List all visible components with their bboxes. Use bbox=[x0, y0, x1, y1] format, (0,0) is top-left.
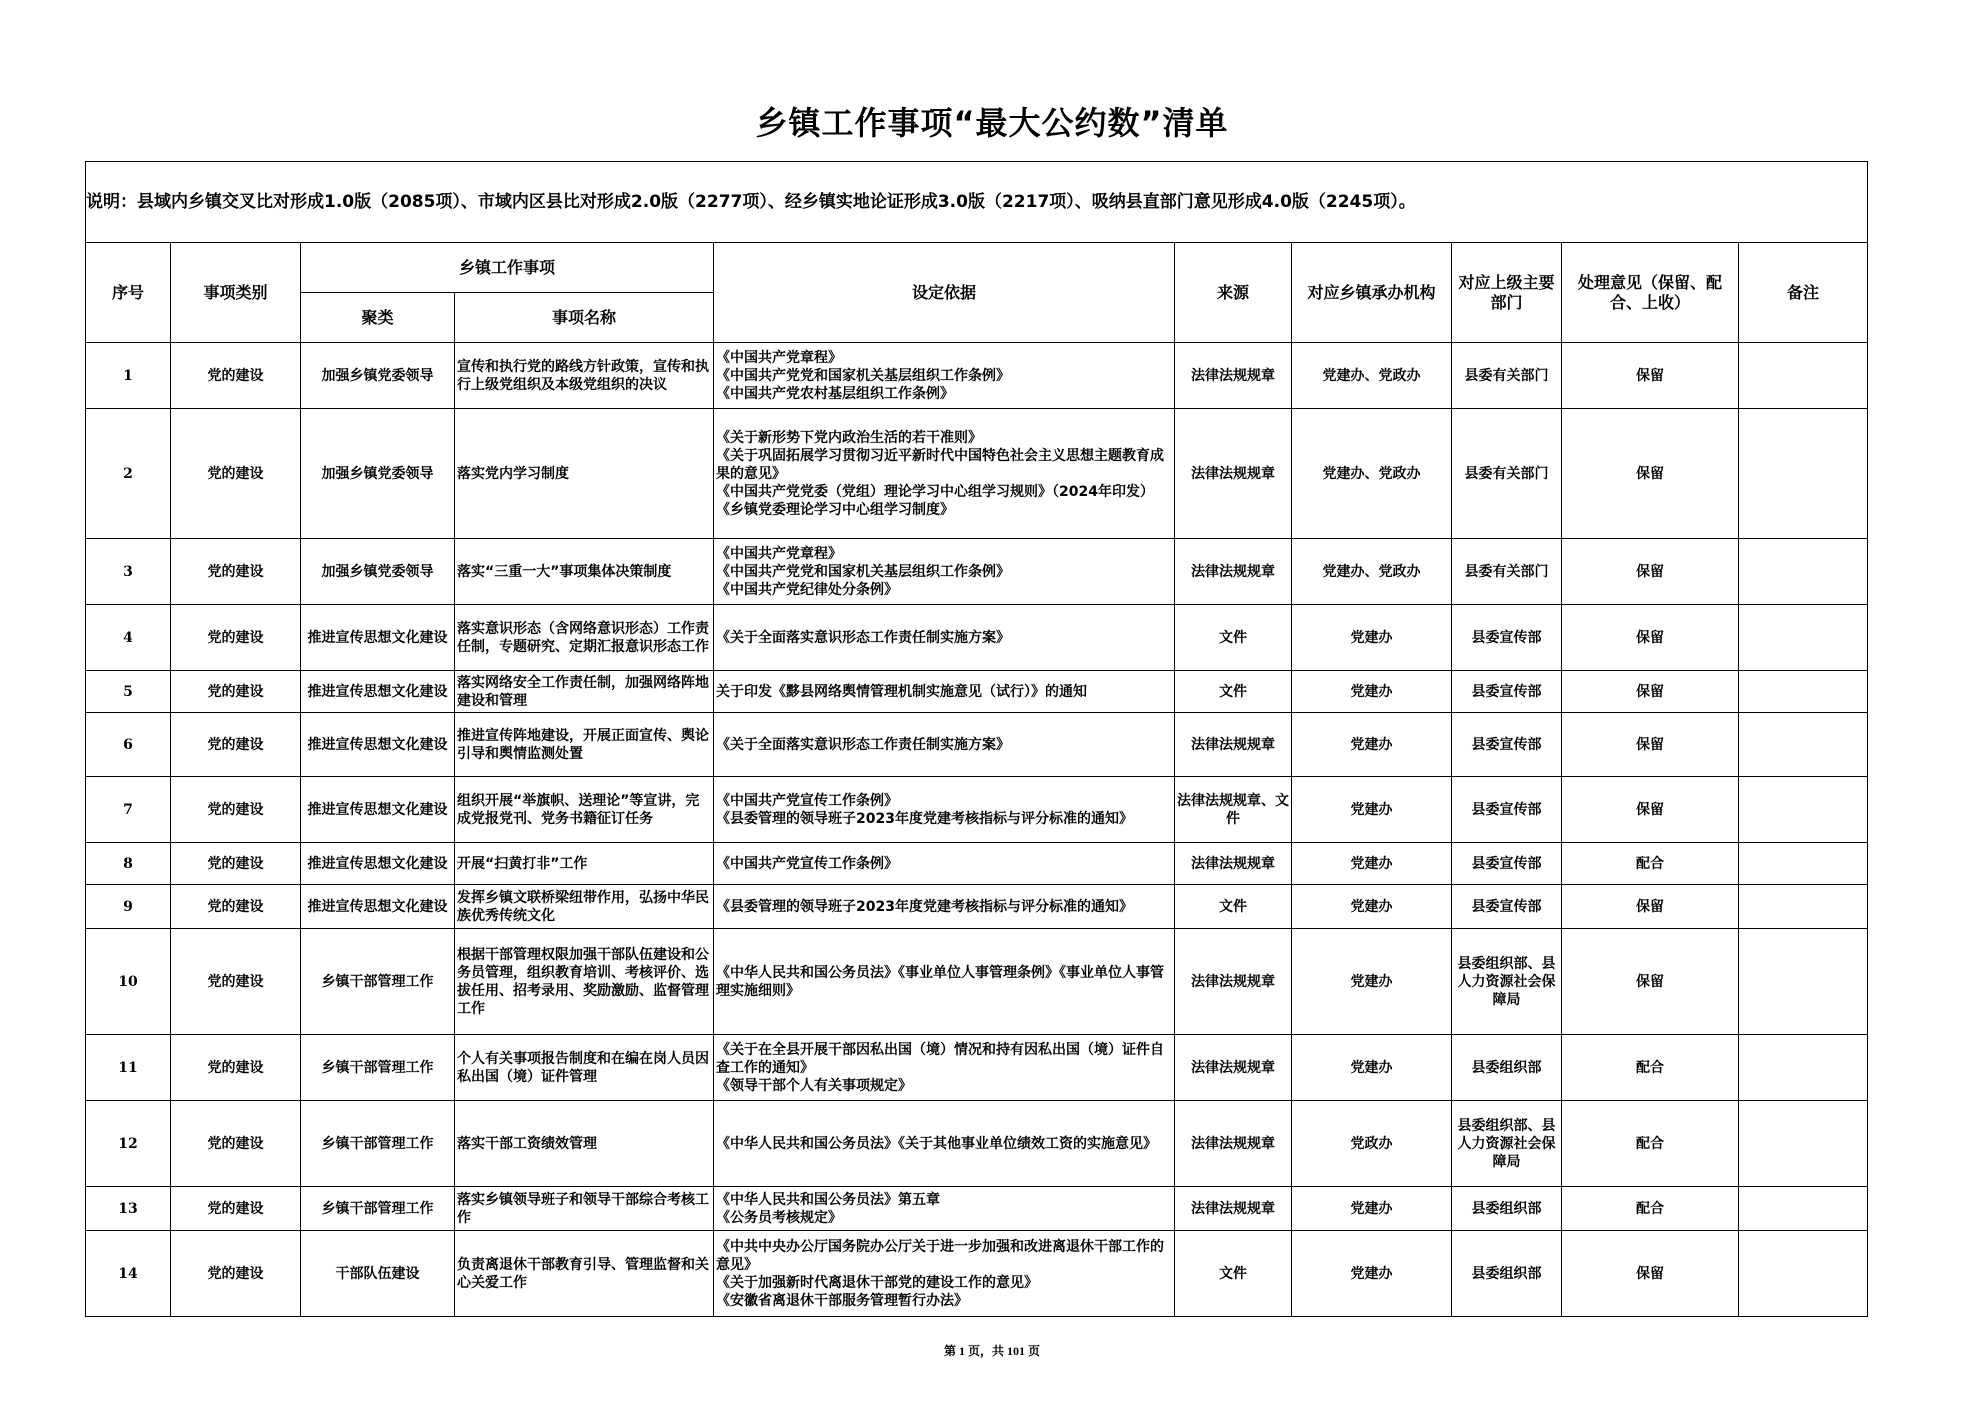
header-source: 来源 bbox=[1175, 243, 1292, 343]
basis-item: 《关于新形势下党内政治生活的若干准则》 bbox=[716, 429, 982, 446]
row-dept: 县委宣传部 bbox=[1452, 885, 1562, 929]
row-org: 党建办、党政办 bbox=[1292, 409, 1452, 539]
row-category: 党的建设 bbox=[171, 885, 301, 929]
basis-item: 《中国共产党宣传工作条例》 bbox=[716, 855, 898, 872]
row-org: 党建办 bbox=[1292, 713, 1452, 777]
row-cluster: 推进宣传思想文化建设 bbox=[301, 777, 455, 843]
row-org: 党建办 bbox=[1292, 929, 1452, 1035]
table-row bbox=[86, 885, 1868, 929]
row-category: 党的建设 bbox=[171, 605, 301, 671]
row-name: 落实乡镇领导班子和领导干部综合考核工作 bbox=[455, 1187, 714, 1231]
row-org: 党建办 bbox=[1292, 777, 1452, 843]
table-row bbox=[86, 605, 1868, 671]
basis-item: 《中华人民共和国公务员法》第五章 bbox=[716, 1191, 940, 1208]
row-seq: 8 bbox=[86, 843, 171, 885]
row-basis bbox=[714, 1035, 1175, 1101]
row-basis bbox=[714, 713, 1175, 777]
row-remark bbox=[1739, 671, 1868, 713]
row-name: 宣传和执行党的路线方针政策，宣传和执行上级党组织及本级党组织的决议 bbox=[455, 343, 714, 409]
row-opinion: 保留 bbox=[1562, 929, 1739, 1035]
basis-item: 《中国共产党章程》 bbox=[716, 349, 842, 366]
row-remark bbox=[1739, 1035, 1868, 1101]
row-org: 党建办 bbox=[1292, 1035, 1452, 1101]
row-seq: 2 bbox=[86, 409, 171, 539]
table-row bbox=[86, 671, 1868, 713]
header-cluster: 聚类 bbox=[301, 293, 455, 343]
row-seq: 13 bbox=[86, 1187, 171, 1231]
row-seq: 5 bbox=[86, 671, 171, 713]
header-dept: 对应上级主要部门 bbox=[1452, 243, 1562, 343]
row-name: 推进宣传阵地建设，开展正面宣传、舆论引导和舆情监测处置 bbox=[455, 713, 714, 777]
table-row bbox=[86, 713, 1868, 777]
row-org: 党建办 bbox=[1292, 843, 1452, 885]
row-dept: 县委组织部 bbox=[1452, 1231, 1562, 1317]
row-source: 文件 bbox=[1175, 671, 1292, 713]
row-opinion: 保留 bbox=[1562, 671, 1739, 713]
row-basis bbox=[714, 1101, 1175, 1187]
row-dept: 县委有关部门 bbox=[1452, 343, 1562, 409]
row-dept: 县委宣传部 bbox=[1452, 671, 1562, 713]
table-row bbox=[86, 1231, 1868, 1317]
row-category: 党的建设 bbox=[171, 671, 301, 713]
row-name: 落实党内学习制度 bbox=[455, 409, 714, 539]
row-seq: 11 bbox=[86, 1035, 171, 1101]
header-matters-group: 乡镇工作事项 bbox=[301, 243, 714, 293]
row-source: 法律法规规章、文件 bbox=[1175, 777, 1292, 843]
row-dept: 县委组织部、县人力资源社会保障局 bbox=[1452, 1101, 1562, 1187]
row-basis bbox=[714, 539, 1175, 605]
row-source: 法律法规规章 bbox=[1175, 713, 1292, 777]
row-dept: 县委有关部门 bbox=[1452, 409, 1562, 539]
row-cluster: 乡镇干部管理工作 bbox=[301, 929, 455, 1035]
row-org: 党建办、党政办 bbox=[1292, 539, 1452, 605]
row-opinion: 保留 bbox=[1562, 605, 1739, 671]
row-category: 党的建设 bbox=[171, 1187, 301, 1231]
basis-item: 关于印发《黟县网络舆情管理机制实施意见（试行）》的通知 bbox=[716, 683, 1087, 700]
row-category: 党的建设 bbox=[171, 713, 301, 777]
header-org: 对应乡镇承办机构 bbox=[1292, 243, 1452, 343]
row-dept: 县委宣传部 bbox=[1452, 777, 1562, 843]
row-opinion: 保留 bbox=[1562, 343, 1739, 409]
row-seq: 6 bbox=[86, 713, 171, 777]
row-cluster: 加强乡镇党委领导 bbox=[301, 539, 455, 605]
row-name: 个人有关事项报告制度和在编在岗人员因私出国（境）证件管理 bbox=[455, 1035, 714, 1101]
row-seq: 12 bbox=[86, 1101, 171, 1187]
row-source: 法律法规规章 bbox=[1175, 1101, 1292, 1187]
row-basis bbox=[714, 929, 1175, 1035]
row-cluster: 加强乡镇党委领导 bbox=[301, 409, 455, 539]
table-row bbox=[86, 777, 1868, 843]
row-remark bbox=[1739, 539, 1868, 605]
basis-item: 《公务员考核规定》 bbox=[716, 1209, 842, 1226]
row-org: 党建办 bbox=[1292, 885, 1452, 929]
basis-item: 《中国共产党党委（党组）理论学习中心组学习规则》（2024年印发） bbox=[716, 483, 1154, 500]
table-row bbox=[86, 409, 1868, 539]
table-body bbox=[86, 343, 1868, 1317]
table-row bbox=[86, 343, 1868, 409]
row-org: 党政办 bbox=[1292, 1101, 1452, 1187]
row-source: 文件 bbox=[1175, 885, 1292, 929]
page-title: 乡镇工作事项“最大公约数”清单 bbox=[755, 104, 1229, 142]
row-org: 党建办 bbox=[1292, 605, 1452, 671]
header-category: 事项类别 bbox=[171, 243, 301, 343]
row-category: 党的建设 bbox=[171, 409, 301, 539]
row-opinion: 保留 bbox=[1562, 713, 1739, 777]
row-category: 党的建设 bbox=[171, 777, 301, 843]
row-category: 党的建设 bbox=[171, 843, 301, 885]
row-source: 法律法规规章 bbox=[1175, 1187, 1292, 1231]
row-opinion: 保留 bbox=[1562, 409, 1739, 539]
header-name: 事项名称 bbox=[455, 293, 714, 343]
row-cluster: 乡镇干部管理工作 bbox=[301, 1035, 455, 1101]
row-opinion: 保留 bbox=[1562, 1231, 1739, 1317]
row-remark bbox=[1739, 1231, 1868, 1317]
row-opinion: 保留 bbox=[1562, 539, 1739, 605]
row-name: 落实网络安全工作责任制，加强网络阵地建设和管理 bbox=[455, 671, 714, 713]
basis-item: 《中共中央办公厅国务院办公厅关于进一步加强和改进离退休干部工作的意见》 bbox=[716, 1238, 1164, 1273]
table-description: 说明：县域内乡镇交叉比对形成1.0版（2085项）、市域内区县比对形成2.0版（2277项）、经乡镇实地论证形成3.0版（2217项）、吸纳县直部门意见形成4.0版（2245项）。 bbox=[86, 162, 1868, 243]
row-basis bbox=[714, 1231, 1175, 1317]
row-category: 党的建设 bbox=[171, 539, 301, 605]
row-category: 党的建设 bbox=[171, 1101, 301, 1187]
row-source: 文件 bbox=[1175, 1231, 1292, 1317]
row-opinion: 配合 bbox=[1562, 1187, 1739, 1231]
row-dept: 县委宣传部 bbox=[1452, 605, 1562, 671]
table-row bbox=[86, 1101, 1868, 1187]
row-dept: 县委组织部 bbox=[1452, 1035, 1562, 1101]
basis-item: 《中国共产党纪律处分条例》 bbox=[716, 581, 898, 598]
basis-item: 《中国共产党党和国家机关基层组织工作条例》 bbox=[716, 563, 1010, 580]
row-cluster: 推进宣传思想文化建设 bbox=[301, 671, 455, 713]
row-basis bbox=[714, 1187, 1175, 1231]
row-source: 法律法规规章 bbox=[1175, 409, 1292, 539]
row-opinion: 保留 bbox=[1562, 777, 1739, 843]
row-remark bbox=[1739, 713, 1868, 777]
matters-table bbox=[85, 161, 1868, 1317]
basis-item: 《中国共产党农村基层组织工作条例》 bbox=[716, 385, 954, 402]
row-dept: 县委宣传部 bbox=[1452, 843, 1562, 885]
row-remark bbox=[1739, 1101, 1868, 1187]
basis-item: 《县委管理的领导班子2023年度党建考核指标与评分标准的通知》 bbox=[716, 898, 1133, 915]
row-source: 法律法规规章 bbox=[1175, 929, 1292, 1035]
row-basis bbox=[714, 605, 1175, 671]
row-dept: 县委组织部、县人力资源社会保障局 bbox=[1452, 929, 1562, 1035]
table-row bbox=[86, 843, 1868, 885]
row-dept: 县委组织部 bbox=[1452, 1187, 1562, 1231]
row-seq: 7 bbox=[86, 777, 171, 843]
basis-item: 《中国共产党党和国家机关基层组织工作条例》 bbox=[716, 367, 1010, 384]
row-opinion: 配合 bbox=[1562, 843, 1739, 885]
table-row bbox=[86, 539, 1868, 605]
row-cluster: 加强乡镇党委领导 bbox=[301, 343, 455, 409]
row-org: 党建办 bbox=[1292, 671, 1452, 713]
row-seq: 10 bbox=[86, 929, 171, 1035]
row-seq: 3 bbox=[86, 539, 171, 605]
header-remark: 备注 bbox=[1739, 243, 1868, 343]
row-basis bbox=[714, 343, 1175, 409]
basis-item: 《中华人民共和国公务员法》《关于其他事业单位绩效工资的实施意见》 bbox=[716, 1135, 1157, 1152]
row-name: 落实“三重一大”事项集体决策制度 bbox=[455, 539, 714, 605]
row-remark bbox=[1739, 1187, 1868, 1231]
row-dept: 县委宣传部 bbox=[1452, 713, 1562, 777]
row-org: 党建办 bbox=[1292, 1231, 1452, 1317]
row-opinion: 保留 bbox=[1562, 885, 1739, 929]
row-category: 党的建设 bbox=[171, 1231, 301, 1317]
row-remark bbox=[1739, 605, 1868, 671]
row-seq: 14 bbox=[86, 1231, 171, 1317]
basis-item: 《中国共产党宣传工作条例》 bbox=[716, 792, 898, 809]
row-basis bbox=[714, 409, 1175, 539]
row-remark bbox=[1739, 409, 1868, 539]
row-org: 党建办 bbox=[1292, 1187, 1452, 1231]
table-row bbox=[86, 1035, 1868, 1101]
row-cluster: 推进宣传思想文化建设 bbox=[301, 605, 455, 671]
row-basis bbox=[714, 777, 1175, 843]
row-source: 文件 bbox=[1175, 605, 1292, 671]
basis-item: 《关于加强新时代离退休干部党的建设工作的意见》 bbox=[716, 1274, 1038, 1291]
row-seq: 9 bbox=[86, 885, 171, 929]
row-source: 法律法规规章 bbox=[1175, 539, 1292, 605]
row-seq: 1 bbox=[86, 343, 171, 409]
row-source: 法律法规规章 bbox=[1175, 843, 1292, 885]
row-opinion: 配合 bbox=[1562, 1035, 1739, 1101]
row-cluster: 干部队伍建设 bbox=[301, 1231, 455, 1317]
row-category: 党的建设 bbox=[171, 929, 301, 1035]
basis-item: 《县委管理的领导班子2023年度党建考核指标与评分标准的通知》 bbox=[716, 810, 1133, 827]
basis-item: 《安徽省离退休干部服务管理暂行办法》 bbox=[716, 1292, 968, 1309]
basis-item: 《领导干部个人有关事项规定》 bbox=[716, 1077, 912, 1094]
row-remark bbox=[1739, 929, 1868, 1035]
basis-item: 《关于全面落实意识形态工作责任制实施方案》 bbox=[716, 629, 1010, 646]
row-cluster: 乡镇干部管理工作 bbox=[301, 1101, 455, 1187]
row-cluster: 推进宣传思想文化建设 bbox=[301, 713, 455, 777]
row-cluster: 推进宣传思想文化建设 bbox=[301, 885, 455, 929]
table-row bbox=[86, 1187, 1868, 1231]
basis-item: 《关于巩固拓展学习贯彻习近平新时代中国特色社会主义思想主题教育成果的意见》 bbox=[716, 447, 1164, 482]
page-footer: 第 1 页，共 101 页 bbox=[943, 1344, 1040, 1358]
row-remark bbox=[1739, 343, 1868, 409]
row-name: 根据干部管理权限加强干部队伍建设和公务员管理，组织教育培训、考核评价、选拔任用、招考录用、奖励激励、监督管理工作 bbox=[455, 929, 714, 1035]
row-basis bbox=[714, 671, 1175, 713]
row-dept: 县委有关部门 bbox=[1452, 539, 1562, 605]
row-source: 法律法规规章 bbox=[1175, 343, 1292, 409]
basis-item: 《中华人民共和国公务员法》《事业单位人事管理条例》《事业单位人事管理实施细则》 bbox=[716, 964, 1164, 999]
table-row bbox=[86, 929, 1868, 1035]
row-org: 党建办、党政办 bbox=[1292, 343, 1452, 409]
row-remark bbox=[1739, 777, 1868, 843]
basis-item: 《关于全面落实意识形态工作责任制实施方案》 bbox=[716, 736, 1010, 753]
basis-item: 《关于在全县开展干部因私出国（境）情况和持有因私出国（境）证件自查工作的通知》 bbox=[716, 1041, 1164, 1076]
header-opinion: 处理意见（保留、配合、上收） bbox=[1562, 243, 1739, 343]
row-name: 开展“扫黄打非”工作 bbox=[455, 843, 714, 885]
row-category: 党的建设 bbox=[171, 1035, 301, 1101]
row-opinion: 配合 bbox=[1562, 1101, 1739, 1187]
row-name: 落实意识形态（含网络意识形态）工作责任制，专题研究、定期汇报意识形态工作 bbox=[455, 605, 714, 671]
header-seq: 序号 bbox=[86, 243, 171, 343]
row-name: 落实干部工资绩效管理 bbox=[455, 1101, 714, 1187]
row-cluster: 推进宣传思想文化建设 bbox=[301, 843, 455, 885]
row-source: 法律法规规章 bbox=[1175, 1035, 1292, 1101]
row-name: 负责离退休干部教育引导、管理监督和关心关爱工作 bbox=[455, 1231, 714, 1317]
row-cluster: 乡镇干部管理工作 bbox=[301, 1187, 455, 1231]
row-name: 发挥乡镇文联桥梁纽带作用，弘扬中华民族优秀传统文化 bbox=[455, 885, 714, 929]
header-basis: 设定依据 bbox=[714, 243, 1175, 343]
row-basis bbox=[714, 843, 1175, 885]
row-category: 党的建设 bbox=[171, 343, 301, 409]
basis-item: 《乡镇党委理论学习中心组学习制度》 bbox=[716, 501, 954, 518]
row-seq: 4 bbox=[86, 605, 171, 671]
row-remark bbox=[1739, 843, 1868, 885]
row-remark bbox=[1739, 885, 1868, 929]
basis-item: 《中国共产党章程》 bbox=[716, 545, 842, 562]
row-basis bbox=[714, 885, 1175, 929]
row-name: 组织开展“举旗帜、送理论”等宣讲，完成党报党刊、党务书籍征订任务 bbox=[455, 777, 714, 843]
